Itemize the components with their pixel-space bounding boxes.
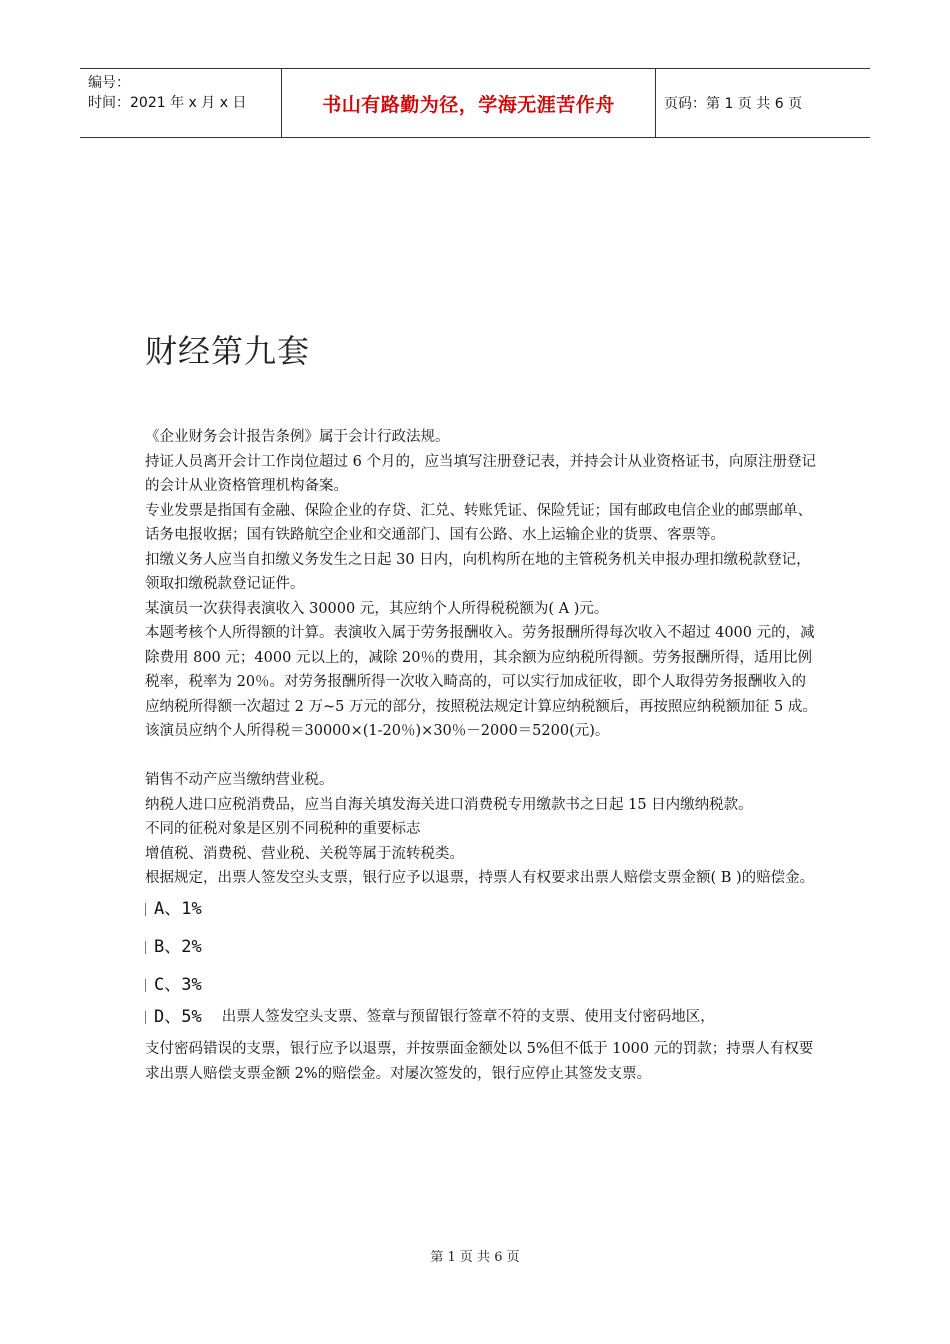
time-label: 时间：2021 年 x 月 x 日 [88,95,247,111]
paragraph: 销售不动产应当缴纳营业税。 [145,772,334,788]
page-footer: 第 1 页 共 6 页 [430,1250,520,1265]
page-title: 财经第九套 [145,332,311,370]
choice-option-d [145,1005,820,1030]
paragraph: 该演员应纳个人所得税＝30000×(1-20％)×30％－2000＝5200(元)。 [145,723,610,739]
choice-marker-icon [145,979,148,992]
paragraph: 某演员一次获得表演收入 30000 元，其应纳个人所得税税额为( A )元。 [145,600,609,617]
choice-option-a [145,891,820,929]
paragraph: 持证人员离开会计工作岗位超过 6 个月的，应当填写注册登记表，并持会计从业资格证书，向原注册登记的会计从业资格管理机构备案。 [145,453,816,494]
choice-marker-icon [145,903,148,916]
document-body [145,425,820,1086]
paragraph: 根据规定，出票人签发空头支票，银行应予以退票，持票人有权要求出票人赔偿支票金额( B )的赔偿金。 [145,870,815,886]
paragraph: 不同的征税对象是区别不同税种的重要标志 [145,821,421,837]
choice-label: C、3% [154,975,202,996]
choice-marker-icon [145,1011,148,1024]
choice-label: D、5% [154,1006,202,1027]
header-meta-cell [80,69,282,137]
motto-text: 书山有路勤为径，学海无涯苦作舟 [322,93,615,116]
paragraph: 本题考核个人所得额的计算。表演收入属于劳务报酬收入。劳务报酬所得每次收入不超过 4000 元的，减除费用 800 元；4000 元以上的，减除 20％的费用，其余额为应纳税所得额。劳务报酬所得，适用比例税率，税率为 20％。对劳务报酬所得一次收入畸高的，可以实行加成征收，即个人取得劳务报酬收入的应纳税所得额一次超过 2 万~5 万元的部分，按照税法规定计算应纳税额后，再按照应纳税额加征 5 成。 [145,625,817,715]
number-label: 编号： [88,75,130,91]
header-page-cell [656,69,870,137]
paragraph: 扣缴义务人应当自扣缴义务发生之日起 30 日内，向机构所在地的主管税务机关申报办理扣缴税款登记，领取扣缴税款登记证件。 [145,551,811,592]
choice-option-b [145,929,820,967]
paragraph: 《企业财务会计报告条例》属于会计行政法规。 [145,429,450,445]
choice-marker-icon [145,941,148,954]
choice-option-c [145,967,820,1005]
choice-label: A、1% [154,899,202,920]
choice-label: B、2% [154,937,202,958]
paragraph: 支付密码错误的支票，银行应予以退票，并按票面金额处以 5%但不低于 1000 元的罚款；持票人有权要求出票人赔偿支票金额 2%的赔偿金。对屡次签发的，银行应停止其签发支票。 [145,1041,814,1082]
paragraph: 纳税人进口应税消费品，应当自海关填发海关进口消费税专用缴款书之日起 15 日内缴纳税款。 [145,796,753,813]
choice-explanation: 出票人签发空头支票、签章与预留银行签章不符的支票、使用支付密码地区， [221,1008,715,1025]
paragraph: 专业发票是指国有金融、保险企业的存贷、汇兑、转账凭证、保险凭证；国有邮政电信企业的邮票邮单、话务电报收据；国有铁路航空企业和交通部门、国有公路、水上运输企业的货票、客票等。 [145,502,812,543]
header-motto-cell [282,69,656,137]
blank-line [145,744,820,769]
paragraph: 增值税、消费税、营业税、关税等属于流转税类。 [145,845,464,862]
page-info: 页码：第 1 页 共 6 页 [664,96,803,112]
header-table [80,68,870,138]
